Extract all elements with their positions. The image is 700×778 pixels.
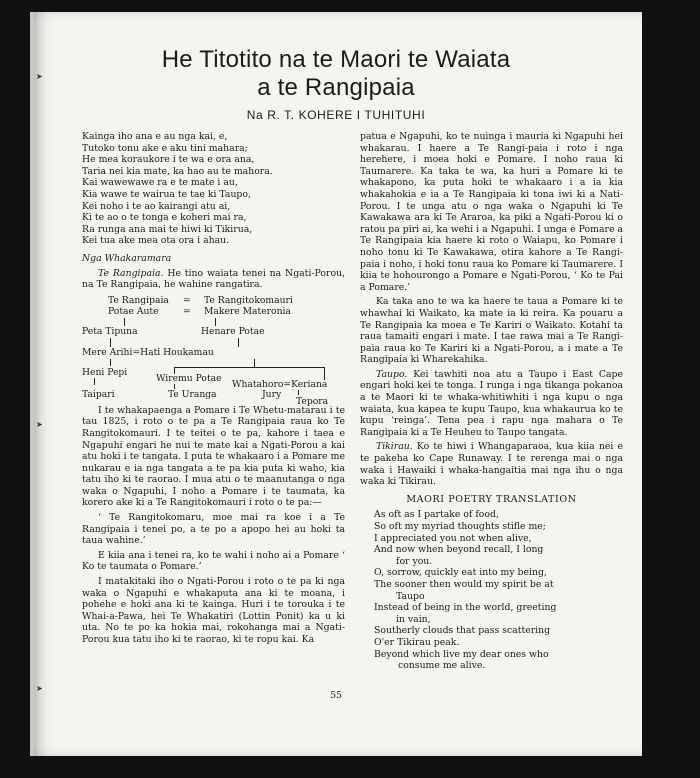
gen-te-rangipaia: Te Rangipaia (108, 294, 169, 306)
translation-line: O'er Tikirau peak. (374, 636, 460, 648)
verse-line: Kei tua ake mea ota ora i ahau. (82, 235, 230, 247)
translation-line: So oft my myriad thoughts stifle me; (374, 521, 546, 532)
margin-mark: ➤ (36, 420, 43, 429)
paragraph: ‘ Te Rangitokomaru, moe mai ra koe i a Te Rangipaia i tenei po, a te po a apopo hei au hoki ta taua wahine.’ (82, 512, 345, 547)
translation-line: consume me alive. (398, 660, 486, 672)
translation-line: The sooner then would my spirit be at (374, 578, 554, 590)
paragraph: I matakitaki iho o Ngati-Porou i roto o te pa ki nga waka o Ngapuhi e whakaputa ana ki te moana, i pohehe e hoki ana ki te kainga. Huri i te torouka i te Whai-a-Pawa, hei Te Whakatiri (Lottin Ponit) ka u ki uta. No te po ka hokia mai, rokohanga mai a Ngati-Porou kua tatu iho ki te raorao, ki te ropu kai. Ka (82, 576, 345, 645)
maori-verse (82, 131, 345, 247)
gen-line (94, 378, 95, 385)
gen-henare-potae: Henare Potae (201, 325, 265, 337)
gen-line (110, 338, 111, 347)
article-title (30, 46, 642, 102)
gen-tepora: Tepora (296, 395, 329, 407)
translation-line: for you. (396, 555, 433, 567)
gen-line (110, 359, 111, 366)
gen-mere-arihi: Mere Arihi=Hati Houkamau (82, 346, 214, 358)
translation-line: Southerly clouds that pass scattering (374, 625, 551, 637)
paragraph (360, 441, 623, 487)
verse-line: Kainga iho ana e au nga kai, e, (82, 131, 228, 142)
gen-peta-tipuna: Peta Tipuna (82, 325, 138, 337)
paragraph-lead: Te Rangipaia. (98, 267, 164, 279)
margin-mark: ➤ (36, 684, 43, 693)
verse-line: Kei noho i te ao kairangi atu ai, (82, 200, 231, 212)
paragraph: E kiia ana i tenei ra, ko te wahi i noho ai a Pomare ‘ Ko te taumata o Pomare.’ (82, 549, 345, 573)
gen-line (215, 318, 216, 326)
verse-line: He mea koraukore i te wa e ora ana, (82, 154, 255, 166)
paragraph: patua e Ngapuhi, ko te nuinga i mauria ki Ngapuhi hei whakarau. I haere a Te Rangi-paia i roto i nga herehere, i moea hoki e Pomare. I noho raua ki Taumarere. Ka taka te wa, ka huri a Pomare ki te whakapono, ka puta hoki te whakaaro i a ia kia whakahokia e ia a Te Rangipaia ki tona iwi ki a Nati-Porou. I te unga atu o nga waka o Ngapuhi ki Te Kawakawa ara ki Te Araroa, ka piki a Ngati-Porou ki o ratou pa piri ai, ka wehi i a Ngapuhi. I unga e Pomare a Te Rangipaia kia haere ki roto o Waiapu, ko Pomare i noho tonu ki Te Kawakawa, otira kahore a Te Rangi-paia i noho, i hoki tonu raua ko Pomare ki Taumarere. I kiia te hohourongo a Pomare e Ngati-Porou, ‘ Ko te Pai a Pomare.’ (360, 131, 623, 293)
left-column (82, 131, 345, 646)
translation-line: in vain, (396, 613, 431, 625)
magazine-page (30, 12, 642, 756)
gen-te-uranga: Te Uranga (168, 388, 217, 400)
verse-line: Kai wawewawe ra e te mate i au, (82, 177, 238, 189)
gen-potae-aute: Potae Aute (108, 305, 159, 317)
paragraph (360, 369, 623, 439)
gen-jury: Jury (262, 388, 282, 400)
margin-mark: ➤ (36, 72, 43, 81)
translation-line: I appreciated you not when alive, (374, 532, 532, 544)
gen-line (238, 338, 239, 347)
page-number: 55 (329, 690, 343, 701)
paragraph-lead: Taupo. (376, 368, 408, 380)
verse-line: Ra runga ana mai te hiwi ki Tikirua, (82, 223, 253, 235)
paragraph: I te whakapaenga a Pomare i Te Whetu-matarau i te tau 1825, i roto o te pa a Te Rangipaia raua ko Te Rangitokomauri. I te teitei o te pa, kahore i taea e Ngapuhi engari he nui te mate kai a Ngati-Porou a kai atu hoki i te tangata. I puta te whakaaro i a Pomare me nukarau e ia nga tangata a te pa kia puta ki waho, kia tatu iho ki te raorao. I mua atu o te maanutanga o nga waka o Ngapuhi, I noho a Pomare i te taumata, ka korero ake ki a Te Rangitokomauri i roto o te pa:— (82, 404, 345, 509)
gen-heni-pepi: Heni Pepi (82, 366, 128, 378)
verse-line: Taria nei kia mate, ka hao au te mahora. (82, 165, 273, 177)
translation-line: Beyond which live my dear ones who (374, 648, 549, 660)
genealogy-chart (82, 293, 345, 407)
section-subheading: Nga Whakaramara (82, 252, 172, 264)
gen-whatahoro-keriana: Whatahoro=Keriana (232, 378, 328, 390)
gen-line (174, 367, 324, 368)
gen-marriage-sign: = (183, 305, 191, 317)
paragraph-lead: Tikirau. (376, 441, 413, 453)
verse-line: Tutoko tonu ake e aku tini mahara; (82, 142, 248, 154)
gen-te-rangitokomauri: Te Rangitokomauri (204, 294, 293, 306)
translation-line: Instead of being in the world, greeting (374, 602, 557, 614)
title-line-2: a te Rangipaia (257, 74, 415, 101)
page-spine-shadow (30, 12, 34, 756)
translation-line: And now when beyond recall, I long (374, 544, 544, 556)
gen-makere-materonia: Makere Materonia (204, 305, 291, 317)
right-column (360, 131, 623, 672)
gen-line (124, 318, 125, 326)
gen-taipari: Taipari (82, 388, 115, 400)
translation-line: O, sorrow, quickly eat into my being, (374, 567, 547, 579)
paragraph: Ka taka ano te wa ka haere te taua a Pomare ki te whawhai ki Waikato, ka mate ia ki reira. Ka pouaru a Te Rangipaia ka moea e Te Kariri o Waikato. Kotahi ta raua tamaiti engari i mate. I tae rawa mai a Te Rangi-paia raua ko Te Kariri ki a Ngati-Porou, a i mate a Te Rangipaia ki Wharekahika. (360, 296, 623, 366)
translation-line: Taupo (396, 590, 425, 602)
gen-line (298, 390, 299, 395)
verse-line: Ki te ao o te tonga e koheri mai ra, (82, 212, 247, 224)
byline: Na R. T. KOHERE I TUHITUHI (246, 108, 426, 122)
verse-line: Kia wawe te wairua te tae ki Taupo, (82, 188, 251, 200)
paragraph (82, 268, 345, 291)
paragraph-text: Kei tawhiti noa atu a Taupo i East Cape engari hoki kei te tonga. I runga i nga tikanga pokanoa a te Maori ki te whaka-whitiwhiti i nga kupu o nga waiata, kua kapea te kupu Taupo, kua whakaurua ko te kupu ‘reinga’. Tena pea i rapu nga mahara o Te Rangipaia ki a Te Heuheu to Taupo tangata. (360, 368, 623, 438)
gen-marriage-sign: = (183, 294, 191, 306)
paragraph-text: Ko te hiwi i Whangaparaoa, kua kiia nei e te pakeha ko Cape Runaway. I te rerenga mai o nga waka i Hawaiki i whaka-hangaitia mai nga ihu o nga waka ki Tikirau. (360, 441, 623, 488)
translation-line: As oft as I partake of food, (374, 509, 499, 521)
english-translation (360, 509, 623, 671)
translation-heading: MAORI POETRY TRANSLATION (406, 493, 577, 505)
gen-line (254, 359, 255, 367)
title-line-1: He Titotito na te Maori te Waiata (161, 46, 511, 73)
gen-wiremu-potae: Wiremu Potae (156, 372, 222, 384)
paragraph-text: He tino waiata tenei na Ngati-Porou, na Te Rangipaia, he wahine rangatira. (82, 267, 345, 291)
